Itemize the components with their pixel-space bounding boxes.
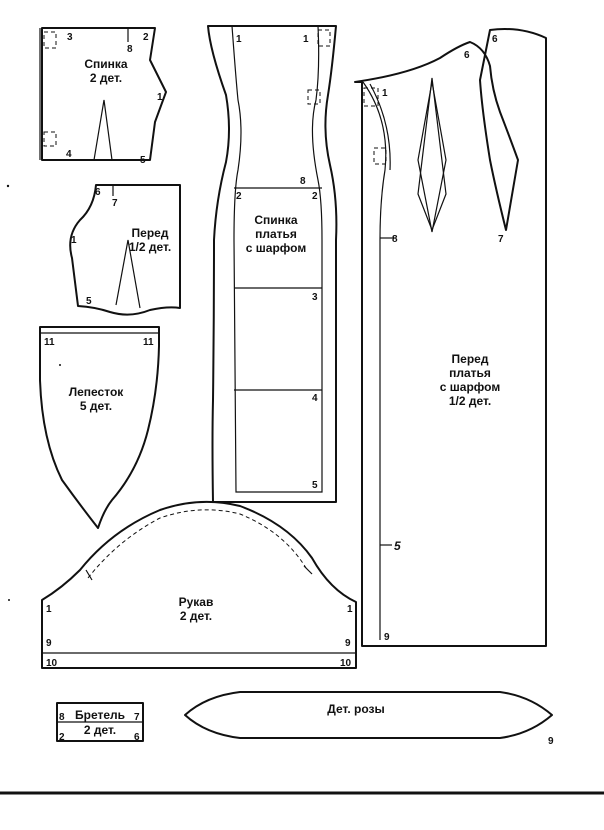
dress-back-mark-3: 3 xyxy=(312,292,318,303)
dress-back-mark-8: 8 xyxy=(300,176,306,187)
front-bodice-mark-1: 1 xyxy=(71,235,77,246)
dress-back-mark-1-right: 1 xyxy=(303,34,309,45)
dress-front-mark-1: 1 xyxy=(382,88,388,99)
dress-front-piece xyxy=(355,29,546,646)
front-bodice-mark-7: 7 xyxy=(112,198,118,209)
dress-front-title-line1: Перед xyxy=(451,352,489,366)
dress-back-title-line3: с шарфом xyxy=(245,241,307,255)
back-bodice-mark-5: 5 xyxy=(140,155,146,166)
petal-count: 5 дет. xyxy=(79,399,113,413)
back-bodice-mark-1: 1 xyxy=(157,92,163,103)
dress-front-title-line2: платья xyxy=(449,366,491,380)
strap-count: 2 дет. xyxy=(83,723,117,737)
page-number: 9 xyxy=(548,736,554,747)
strap-mark-6: 6 xyxy=(134,732,140,743)
dress-back-mark-1-left: 1 xyxy=(236,34,242,45)
back-bodice-mark-8: 8 xyxy=(127,44,133,55)
strap-mark-8: 8 xyxy=(59,712,65,723)
front-bodice-piece xyxy=(70,185,180,315)
strap-mark-2: 2 xyxy=(59,732,65,743)
dress-back-mark-4: 4 xyxy=(312,393,318,404)
back-bodice-mark-4: 4 xyxy=(66,149,72,160)
sleeve-count: 2 дет. xyxy=(179,609,213,623)
strap-title: Бретель xyxy=(74,708,126,722)
petal-mark-11-left: 11 xyxy=(44,337,55,348)
dress-back-mark-5: 5 xyxy=(312,480,318,491)
sleeve-mark-9-left: 9 xyxy=(46,638,52,649)
dress-back-mark-2-right: 2 xyxy=(312,191,318,202)
back-bodice-title: Спинка xyxy=(84,57,128,71)
front-bodice-mark-6: 6 xyxy=(95,187,101,198)
sleeve-mark-1-left: 1 xyxy=(46,604,52,615)
dress-front-mark-5: 5 xyxy=(394,539,401,553)
dress-front-title-line3: с шарфом xyxy=(439,380,501,394)
dress-back-title-line1: Спинка xyxy=(254,213,298,227)
dress-front-mark-6-scarf: 6 xyxy=(492,34,498,45)
rose-piece xyxy=(185,692,552,738)
sleeve-mark-9-right: 9 xyxy=(345,638,351,649)
rose-title: Дет. розы xyxy=(327,702,385,716)
dress-front-mark-7: 7 xyxy=(498,234,504,245)
dress-back-piece xyxy=(208,26,336,502)
sleeve-title: Рукав xyxy=(178,595,214,609)
dress-back-title-line2: платья xyxy=(255,227,297,241)
dress-front-mark-6-neck: 6 xyxy=(464,50,470,61)
sleeve-mark-1-right: 1 xyxy=(347,604,353,615)
back-bodice-piece xyxy=(40,28,166,166)
dress-front-title-line4: 1/2 дет. xyxy=(448,394,492,408)
back-bodice-count: 2 дет. xyxy=(89,71,123,85)
front-bodice-mark-5: 5 xyxy=(86,296,92,307)
sleeve-mark-10-right: 10 xyxy=(340,658,352,669)
strap-piece xyxy=(57,703,143,743)
back-bodice-mark-3: 3 xyxy=(67,32,73,43)
dress-back-mark-2-left: 2 xyxy=(236,191,242,202)
back-bodice-mark-2: 2 xyxy=(143,32,149,43)
sleeve-mark-10-left: 10 xyxy=(46,658,58,669)
front-bodice-title: Перед xyxy=(131,226,169,240)
petal-title: Лепесток xyxy=(68,385,124,399)
strap-mark-7: 7 xyxy=(134,712,140,723)
front-bodice-count: 1/2 дет. xyxy=(128,240,172,254)
sleeve-piece xyxy=(42,502,356,669)
petal-piece xyxy=(40,327,159,528)
petal-mark-11-right: 11 xyxy=(143,337,154,348)
dress-front-mark-8: 8 xyxy=(392,234,398,245)
dress-front-mark-9: 9 xyxy=(384,632,390,643)
